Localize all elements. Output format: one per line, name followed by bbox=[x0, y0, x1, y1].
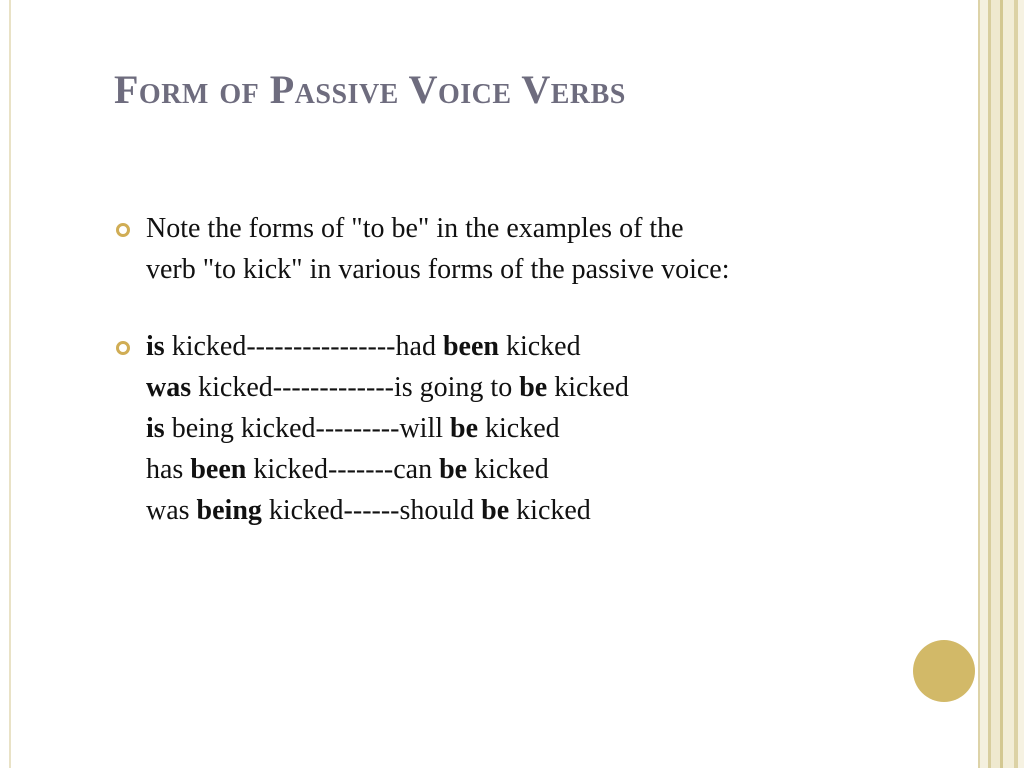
example-text: kicked bbox=[467, 454, 549, 485]
example-line bbox=[146, 449, 952, 490]
bullet-examples bbox=[112, 326, 952, 531]
example-bold-verb: was bbox=[146, 372, 192, 403]
bullet-list bbox=[112, 208, 952, 531]
example-bold-verb: been bbox=[190, 454, 247, 485]
example-line bbox=[146, 326, 952, 367]
example-text: has bbox=[146, 454, 191, 485]
example-text: kicked-------can bbox=[246, 454, 440, 485]
example-bold-verb: be bbox=[439, 454, 468, 485]
example-text: kicked----------------had bbox=[164, 331, 443, 362]
example-text: being kicked---------will bbox=[164, 413, 451, 444]
example-line bbox=[146, 367, 952, 408]
right-decorative-stripes bbox=[978, 0, 1024, 768]
example-bold-verb: been bbox=[442, 331, 499, 362]
example-text: kicked-------------is going to bbox=[191, 372, 520, 403]
example-text: kicked bbox=[478, 413, 560, 444]
example-bold-verb: be bbox=[519, 372, 548, 403]
example-text: kicked bbox=[547, 372, 629, 403]
ring-bullet-icon bbox=[116, 341, 130, 355]
example-text: kicked bbox=[498, 331, 581, 362]
example-text: kicked bbox=[509, 495, 591, 526]
left-border-line bbox=[9, 0, 11, 768]
gold-circle-decoration bbox=[913, 640, 975, 702]
example-text: was bbox=[146, 495, 197, 526]
example-line bbox=[146, 408, 952, 449]
intro-line-1: Note the forms of "to be" in the examples of the bbox=[146, 213, 684, 244]
example-bold-verb: be bbox=[450, 413, 479, 444]
example-line bbox=[146, 490, 952, 531]
slide-title: Form of Passive Voice Verbs bbox=[114, 67, 626, 112]
bullet-intro bbox=[112, 208, 952, 290]
example-bold-verb: is bbox=[146, 413, 165, 444]
example-bold-verb: is bbox=[146, 331, 165, 362]
intro-line-2: verb "to kick" in various forms of the passive voice: bbox=[146, 254, 730, 285]
example-bold-verb: being bbox=[196, 495, 262, 526]
ring-bullet-icon bbox=[116, 223, 130, 237]
example-text: kicked------should bbox=[261, 495, 482, 526]
example-bold-verb: be bbox=[481, 495, 510, 526]
